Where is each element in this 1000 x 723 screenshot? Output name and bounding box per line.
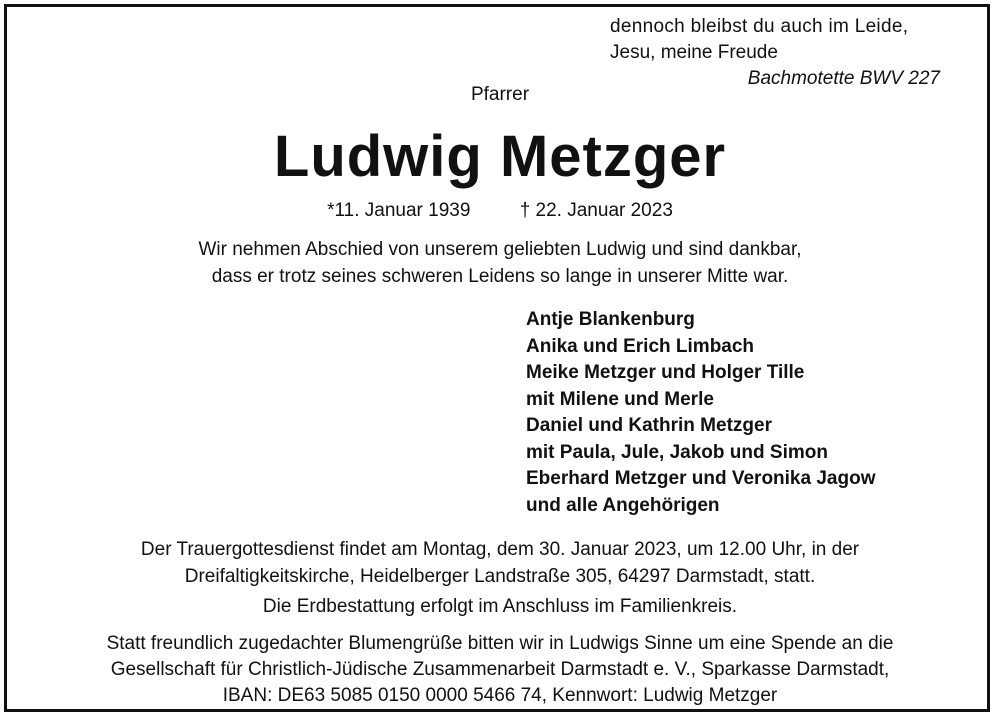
donation-line: Statt freundlich zugedachter Blumengrüße bitten wir in Ludwigs Sinne um eine Spende an die xyxy=(106,633,894,654)
burial-info: Die Erdbestattung erfolgt im Anschluss im Familienkreis. xyxy=(262,596,738,617)
birth-date: *11. Januar 1939 xyxy=(327,200,471,221)
mourner-entry: Meike Metzger und Holger Tille xyxy=(526,362,805,383)
service-line: Der Trauergottesdienst findet am Montag, dem 30. Januar 2023, um 12.00 Uhr, in der xyxy=(140,539,860,560)
donation-line: Gesellschaft für Christlich-Jüdische Zusammenarbeit Darmstadt e. V., Sparkasse Darmstadt, xyxy=(110,659,890,680)
death-date: † 22. Januar 2023 xyxy=(519,200,673,221)
donation-line: IBAN: DE63 5085 0150 0000 5466 74, Kennwort: Ludwig Metzger xyxy=(222,685,778,706)
farewell-line: dass er trotz seines schweren Leidens so lange in unserer Mitte war. xyxy=(211,266,789,287)
service-line: Dreifaltigkeitskirche, Heidelberger Landstraße 305, 64297 Darmstadt, statt. xyxy=(184,566,816,587)
mourner-entry: Daniel und Kathrin Metzger xyxy=(526,415,772,436)
farewell-text xyxy=(0,236,1000,290)
deceased-name: Ludwig Metzger xyxy=(273,124,727,189)
bible-quote xyxy=(610,14,940,92)
quote-line: dennoch bleibst du auch im Leide, xyxy=(610,16,909,37)
mourner-entry: Antje Blankenburg xyxy=(526,309,695,330)
donation-request xyxy=(0,631,1000,709)
funeral-service-info xyxy=(0,536,1000,590)
mourner-entry: und alle Angehörigen xyxy=(526,494,720,516)
mourners-list xyxy=(526,307,875,519)
deceased-title: Pfarrer xyxy=(470,84,530,105)
farewell-line: Wir nehmen Abschied von unserem geliebten Ludwig und sind dankbar, xyxy=(198,239,802,260)
quote-line: Jesu, meine Freude xyxy=(610,42,778,63)
life-dates xyxy=(0,200,1000,222)
mourner-entry: Eberhard Metzger und Veronika Jagow xyxy=(526,468,876,489)
mourner-entry: mit Paula, Jule, Jakob und Simon xyxy=(526,441,828,463)
quote-source: Bachmotette BWV 227 xyxy=(747,68,940,89)
mourner-entry: Anika und Erich Limbach xyxy=(526,335,755,357)
mourner-entry: mit Milene und Merle xyxy=(526,388,714,410)
